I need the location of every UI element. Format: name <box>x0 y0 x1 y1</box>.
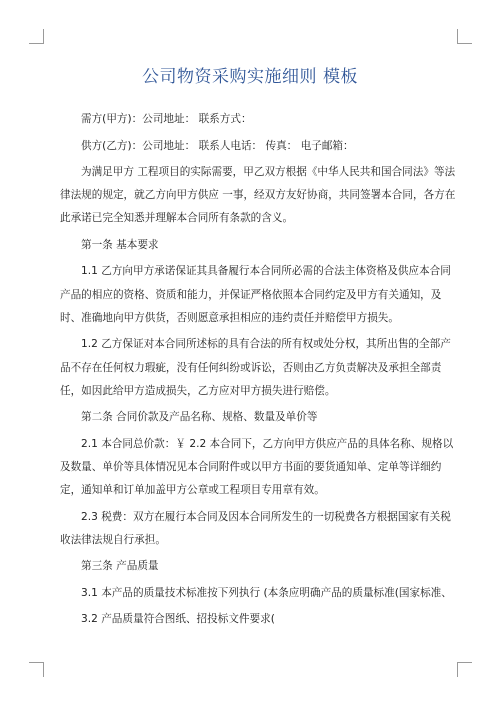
clause-3-1: 3.1 本产品的质量技术标准按下列执行 (本条应明确产品的质量标准(国家标准、 <box>81 586 452 599</box>
party-b-line: 供方(乙方)：公司地址： 联系人电话： 传真： 电子邮箱： <box>81 139 354 152</box>
document-body <box>60 108 460 635</box>
clause-3-2: 3.2 产品质量符合图纸、招投标文件要求( <box>81 613 275 626</box>
preamble-paragraph: 为满足甲方 工程项目的实际需要，甲乙双方根据《中华人民共和国合同法》等法律法规的规定，就乙方向甲方供应 一事，经双方友好协商，共同签署本合同，各方在此承诺已完全知悉并理解本合同所有条款的含义。 <box>60 166 456 225</box>
article-2-heading: 第二条 合同价款及产品名称、规格、数量及单价等 <box>81 411 318 424</box>
clause-2-1: 2.1 本合同总价款：￥ 2.2 本合同下，乙方向甲方供应产品的具体名称、规格以及数量、单价等具体情况见本合同附件或以甲方书面的要货通知单、定单等详细约定，通知单和订单加盖甲方公章或工程项目专用章有效。 <box>60 437 454 497</box>
crop-mark-top-right <box>457 29 472 44</box>
article-1-heading: 第一条 基本要求 <box>81 238 159 251</box>
clause-2-3: 2.3 税费：双方在履行本合同及因本合同所发生的一切税费各方根据国家有关税收法律法规自行承担。 <box>60 510 451 546</box>
clause-1-2: 1.2 乙方保证对本合同所述标的具有合法的所有权或处分权，其所出售的全部产品不存在任何权力瑕疵，没有任何纠纷或诉讼，否则由乙方负责解决及承担全部责任，如因此给甲方造成损失，乙方应对甲方损失进行赔偿。 <box>60 338 451 397</box>
clause-1-1: 1.1 乙方向甲方承诺保证其具备履行本合同所必需的合法主体资格及供应本合同产品的相应的资格、资质和能力，并保证严格依照本合同约定及甲方有关通知，及时、准确地向甲方供货，否则愿意承担相应的违约责任并赔偿甲方损失。 <box>60 265 451 324</box>
document-title: 公司物资采购实施细则 模板 <box>142 67 358 87</box>
party-a-line: 需方(甲方)：公司地址： 联系方式： <box>81 113 252 125</box>
crop-mark-bottom-right <box>457 662 472 677</box>
crop-mark-top-left <box>29 29 44 44</box>
article-3-heading: 第三条 产品质量 <box>81 560 159 573</box>
crop-mark-bottom-left <box>29 662 44 677</box>
